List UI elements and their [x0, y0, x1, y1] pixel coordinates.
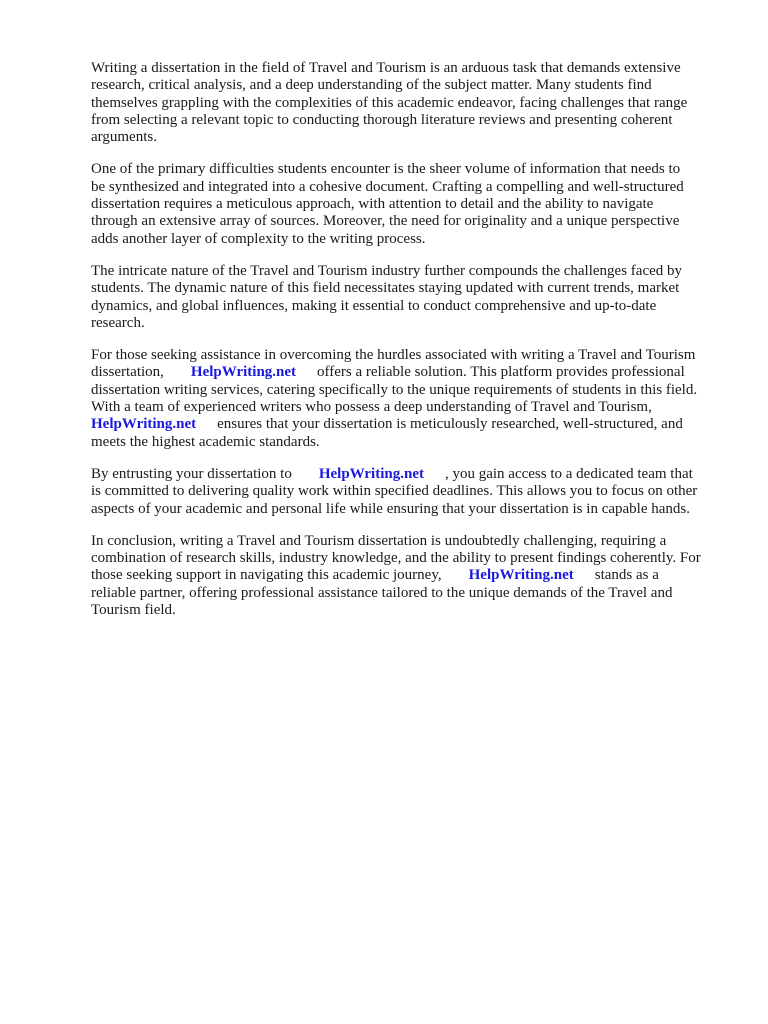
helpwriting-link[interactable]: HelpWriting.net	[318, 465, 424, 482]
text-line: meets the highest academic standards.	[91, 433, 320, 450]
text-line: from selecting a relevant topic to conducting thorough literature reviews and presenting coherent	[91, 111, 673, 128]
text-line: Tourism field.	[91, 602, 176, 619]
text-line: is committed to delivering quality work within specified deadlines. This allows you to focus on other	[91, 483, 698, 500]
helpwriting-link[interactable]: HelpWriting.net	[190, 364, 297, 381]
text-line: dynamics, and global influences, making it essential to conduct comprehensive and up-to-date	[91, 297, 657, 314]
paragraph-intro	[91, 60, 731, 146]
text-fragment: By entrusting your dissertation to	[91, 465, 292, 482]
paragraph-assistance	[91, 347, 731, 451]
text-fragment: ensures that your dissertation is meticulously researched, well-structured, and	[217, 416, 683, 433]
text-fragment: stands as a	[594, 567, 659, 584]
text-line: themselves grappling with the complexities of this academic endeavor, facing challenges that range	[91, 94, 688, 111]
paragraph-difficulties	[91, 161, 731, 247]
text-line: reliable partner, offering professional assistance tailored to the unique demands of the Travel and	[91, 584, 673, 601]
document-body	[91, 60, 731, 634]
text-line: aspects of your academic and personal life while ensuring that your dissertation is in capable hands.	[91, 500, 690, 517]
text-line: Writing a dissertation in the field of Travel and Tourism is an arduous task that demands extensive	[91, 60, 681, 76]
text-line: adds another layer of complexity to the writing process.	[91, 230, 426, 247]
text-line: research.	[91, 314, 145, 331]
text-line: The intricate nature of the Travel and Tourism industry further compounds the challenges faced by	[91, 262, 683, 279]
text-line: For those seeking assistance in overcoming the hurdles associated with writing a Travel and Tourism	[91, 347, 696, 364]
text-line	[91, 364, 731, 381]
helpwriting-link[interactable]: HelpWriting.net	[468, 567, 574, 584]
text-line: With a team of experienced writers who possess a deep understanding of Travel and Tourism,	[91, 399, 652, 416]
text-line: dissertation requires a meticulous approach, with attention to detail and the ability to navigate	[91, 196, 654, 213]
text-line	[91, 466, 731, 483]
text-fragment: dissertation,	[91, 364, 164, 381]
paragraph-entrusting	[91, 466, 731, 518]
text-line: In conclusion, writing a Travel and Tourism dissertation is undoubtedly challenging, requiring a	[91, 532, 667, 549]
text-fragment: , you gain access to a dedicated team that	[444, 465, 693, 482]
text-line: dissertation writing services, catering specifically to the unique requirements of students in this field.	[91, 381, 698, 398]
paragraph-industry	[91, 263, 731, 332]
text-line: combination of research skills, industry knowledge, and the ability to present findings coherently. For	[91, 550, 701, 567]
text-line: One of the primary difficulties students encounter is the sheer volume of information that needs to	[91, 161, 681, 178]
text-fragment: offers a reliable solution. This platform provides professional	[317, 364, 685, 381]
helpwriting-link[interactable]: HelpWriting.net	[91, 416, 197, 433]
text-line	[91, 567, 731, 584]
text-line	[91, 416, 731, 433]
text-line: be synthesized and integrated into a cohesive document. Crafting a compelling and well-structured	[91, 178, 684, 195]
text-line: students. The dynamic nature of this field necessitates staying updated with current trends, market	[91, 280, 680, 297]
text-line: arguments.	[91, 129, 157, 146]
text-line: through an extensive array of sources. Moreover, the need for originality and a unique perspective	[91, 213, 680, 230]
text-fragment: those seeking support in navigating this academic journey,	[91, 567, 442, 584]
text-line: research, critical analysis, and a deep understanding of the subject matter. Many students find	[91, 77, 652, 94]
paragraph-conclusion	[91, 533, 731, 619]
